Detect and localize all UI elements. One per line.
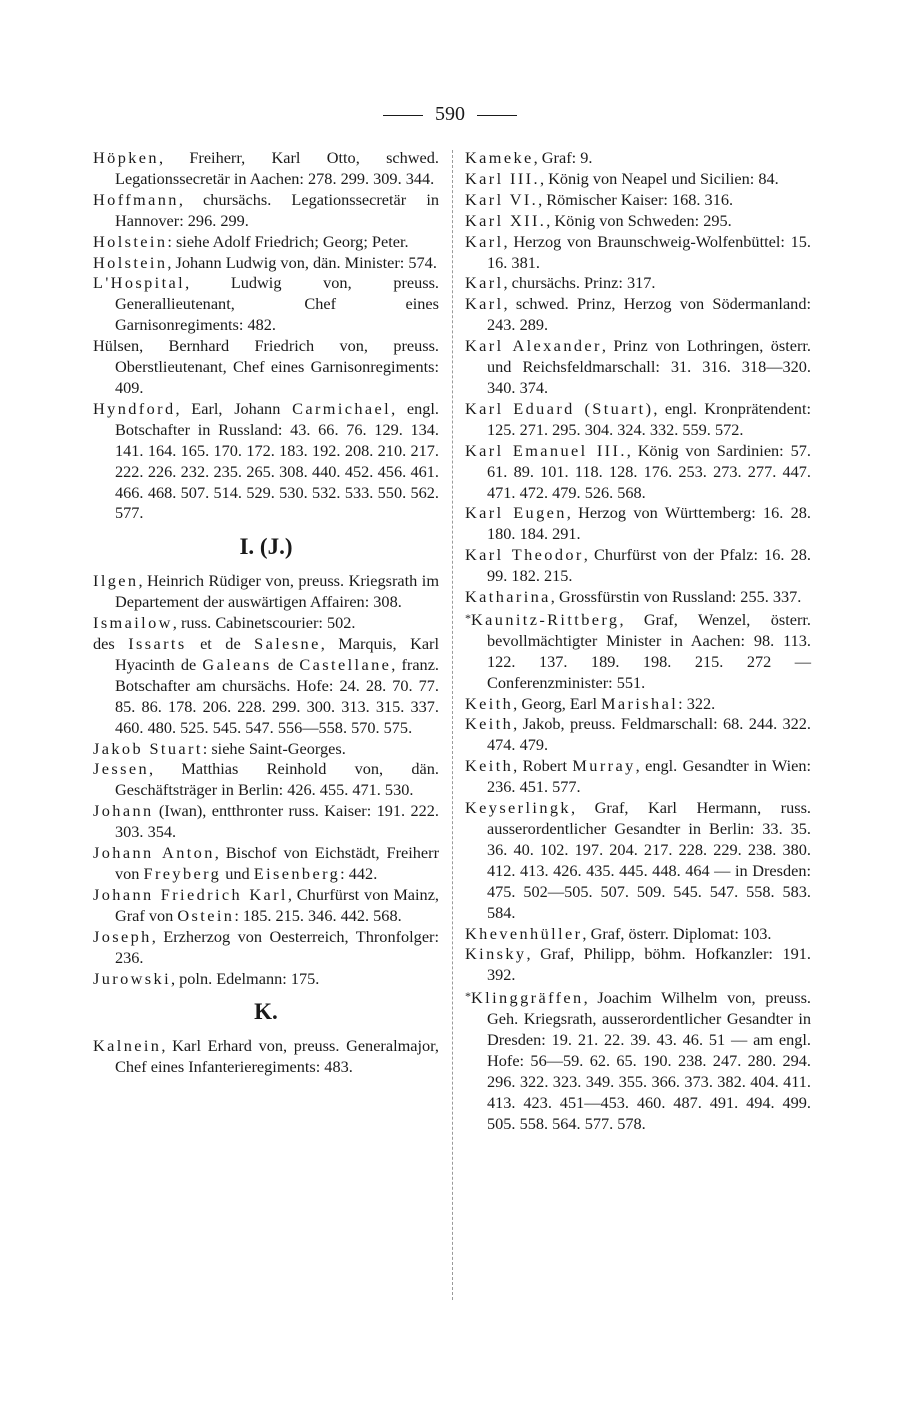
entry-name: Karl XII.	[465, 210, 547, 230]
entry-text: , engl. Botschafter in Russland: 43. 66. 76. 129. 134. 141. 164. 165. 170. 172. 183. 192. 208. 210. 217. 222. 226. 232. 235. 265. 308. 440. 452. 456. 461. 466. 468. 507. 514. 529. 530. 532. 533. 550. 562. 577.	[115, 398, 439, 523]
index-entry	[93, 927, 439, 969]
entry-text: : 442.	[340, 864, 378, 883]
entry-name: Khevenhüller	[465, 923, 583, 943]
entry-name: Keyserlingk	[465, 798, 571, 818]
index-entry	[465, 169, 811, 190]
index-entry	[465, 986, 811, 1134]
entry-text: , poln. Edelmann: 175.	[171, 968, 320, 988]
index-entry	[465, 211, 811, 232]
entry-text: , Graf, österr. Diplomat: 103.	[582, 923, 772, 943]
entry-text: und	[221, 864, 254, 883]
entry-name: Johann Friedrich Karl	[93, 884, 288, 904]
entry-text: , Graf: 9.	[533, 148, 593, 167]
page-number: 590	[435, 103, 465, 125]
entry-text: , chursächs. Prinz: 317.	[503, 273, 656, 293]
index-entry	[465, 399, 811, 441]
index-entry	[465, 148, 811, 169]
entry-text: , Churfürst von Mainz, Graf von	[115, 884, 439, 925]
entry-name: Castellane	[299, 654, 392, 674]
index-entry	[465, 336, 811, 399]
entry-name: Freyberg	[143, 864, 222, 883]
entry-name: Karl	[465, 294, 504, 314]
entry-name: Karl Eugen	[465, 503, 567, 523]
entry-name: Karl VI.	[465, 189, 539, 209]
entry-name: Marishal	[601, 693, 679, 713]
entry-text: Hülsen	[93, 336, 140, 356]
entry-text: , Herzog von Württemberg: 16. 28. 180. 184. 291.	[487, 503, 811, 544]
entry-name: Karl	[465, 231, 504, 251]
entry-text: , Joachim Wilhelm von, preuss. Geh. Kriegsrath, ausserordentlicher Gesandter in Dresden: 19. 21. 22. 39. 43. 46. 51 — am engl. Hofe: 56—59. 62. 65. 190. 238. 247. 280. 294. 296. 322. 323. 349. 355. 366. 373. 382. 404. 411. 413. 423. 451—453. 460. 487. 491. 494. 499. 505. 558. 564. 577. 578.	[487, 988, 811, 1133]
column-divider	[452, 150, 453, 1300]
entry-name: Keith	[465, 714, 514, 734]
entry-name: Ismailow	[93, 613, 173, 633]
index-entry	[93, 759, 439, 801]
entry-name: Jessen	[93, 759, 150, 779]
entry-text: , Marquis, Karl Hyacinth de	[115, 634, 439, 674]
entry-text: , König von Schweden: 295.	[546, 210, 732, 230]
index-entry	[93, 885, 439, 927]
index-entry	[93, 843, 439, 885]
section-heading: I. (J.)	[239, 534, 293, 560]
entry-name: Keith	[465, 693, 514, 713]
index-entry	[465, 924, 811, 945]
entry-text: : 185. 215. 346. 442. 568.	[234, 905, 402, 925]
index-entry	[93, 571, 439, 613]
entry-text: , Graf, Wenzel, österr. bevollmächtigter Minister in Aachen: 98. 113. 122. 137. 189. 198. 215. 272 — Conferenzminister: 551.	[487, 609, 811, 692]
index-entry	[93, 739, 439, 760]
entry-text: , engl. Kronprätendent: 125. 271. 295. 304. 324. 332. 559. 572.	[487, 398, 811, 439]
entry-text: , Earl, Johann	[175, 398, 293, 418]
index-entry	[465, 587, 811, 608]
entry-name: Holstein	[93, 252, 168, 272]
index-entry	[465, 545, 811, 587]
index-entry	[465, 608, 811, 694]
index-entry	[465, 190, 811, 211]
entry-name: Kalnein	[93, 1036, 162, 1056]
entry-text: et de	[186, 634, 255, 654]
entry-text: , Jakob, preuss. Feldmarschall: 68. 244. 322. 474. 479.	[487, 714, 811, 755]
index-entry	[465, 273, 811, 294]
entry-name: Hyndford	[93, 398, 176, 418]
entry-name: L'Hospital	[93, 273, 186, 293]
entry-text: , engl. Gesandter in Wien: 236. 451. 577.	[487, 756, 811, 797]
entry-name: Jurowski	[93, 968, 171, 988]
page-header	[0, 102, 900, 126]
entry-name: Joseph	[93, 926, 152, 946]
entry-text: , Erzherzog von Oesterreich, Thronfolger: 236.	[115, 926, 439, 967]
entry-text: , Johann Ludwig von, dän. Minister: 574.	[167, 252, 437, 272]
index-entry	[93, 148, 439, 190]
entry-name: Holstein	[93, 231, 168, 251]
entry-name: Murray	[572, 756, 636, 776]
entry-text: : siehe Adolf Friedrich; Georg; Peter.	[167, 231, 409, 251]
entry-name: Hoffmann	[93, 189, 179, 209]
entry-text: , Römischer Kaiser: 168. 316.	[538, 189, 734, 209]
index-entry	[465, 944, 811, 986]
entry-name: Karl Theodor	[465, 545, 584, 565]
index-entry	[93, 634, 439, 739]
index-entry	[93, 613, 439, 634]
entry-text: , Prinz von Lothringen, österr. und Reichsfeldmarschall: 31. 316. 318—320. 340. 374.	[487, 336, 811, 397]
entry-text: , Grossfürstin von Russland: 255. 337.	[550, 587, 802, 607]
entry-text: des	[93, 634, 129, 654]
entry-text: , Heinrich Rüdiger von, preuss. Kriegsrath im Departement der auswärtigen Affairen: 308.	[115, 571, 439, 612]
entry-text: , Karl Erhard von, preuss. Generalmajor, Chef eines Infanterieregiments: 483.	[115, 1036, 439, 1077]
entry-text: , schwed. Prinz, Herzog von Södermanland: 243. 289.	[487, 294, 811, 335]
entry-text: de	[271, 654, 300, 674]
entry-name: Karl	[465, 273, 504, 293]
entry-text: : siehe Saint-Georges.	[202, 738, 346, 758]
entry-name: Katharina	[465, 587, 551, 607]
index-entry	[93, 273, 439, 336]
entry-name: Kameke	[465, 148, 534, 167]
entry-name: Ilgen	[93, 571, 139, 591]
entry-text: (Iwan), entthronter russ. Kaiser: 191. 222. 303. 354.	[115, 801, 439, 842]
entry-name: Carmichael	[292, 398, 392, 418]
index-entry	[93, 969, 439, 990]
entry-name: Karl Alexander	[465, 336, 602, 356]
entry-text: , russ. Cabinetscourier: 502.	[172, 613, 356, 633]
entry-name: Issarts	[128, 634, 187, 654]
entry-name: Kinsky	[465, 944, 527, 964]
entry-text: , Matthias Reinhold von, dän. Geschäftsträger in Berlin: 426. 455. 471. 530.	[115, 759, 439, 800]
index-entry	[465, 232, 811, 274]
entry-text: , Bischof von Eichstädt, Freiherr von	[115, 843, 439, 883]
index-entry	[93, 399, 439, 524]
entry-text: , König von Neapel und Sicilien: 84.	[539, 168, 779, 188]
index-entry	[465, 798, 811, 923]
entry-name: Karl Emanuel III.	[465, 440, 627, 460]
index-entry	[93, 253, 439, 274]
entry-text: , Graf, Philipp, böhm. Hofkanzler: 191. 392.	[487, 944, 811, 985]
entry-name: Keith	[465, 756, 514, 776]
section-heading: K.	[254, 999, 278, 1025]
header-rule-right	[477, 115, 517, 116]
entry-text: , Ludwig von, preuss. Generallieutenant, Chef eines Garnisonregiments: 482.	[115, 273, 439, 335]
index-column-left	[93, 148, 439, 1078]
entry-name: Klinggräffen	[471, 988, 584, 1008]
entry-text: , Robert	[513, 756, 573, 776]
index-entry	[465, 714, 811, 756]
entry-text: , Bernhard Friedrich von, preuss. Oberstlieutenant, Chef eines Garnisonregiments: 409.	[115, 336, 439, 397]
index-entry	[465, 503, 811, 545]
entry-name: Karl III.	[465, 168, 540, 188]
entry-name: Jakob Stuart	[93, 738, 203, 758]
entry-name: Johann	[93, 801, 154, 821]
index-entry	[93, 190, 439, 232]
entry-text: , Churfürst von der Pfalz: 16. 28. 99. 182. 215.	[487, 545, 811, 586]
entry-text: , Herzog von Braunschweig-Wolfenbüttel: 15. 16. 381.	[487, 231, 811, 272]
entry-name: Galeans	[202, 654, 272, 674]
entry-text: , Graf, Karl Hermann, russ. ausserordentlicher Gesandter in Berlin: 33. 35. 36. 40. 102. 197. 204. 217. 228. 229. 238. 380. 412. 413. 426. 435. 445. 448. 464 — in Dresden: 475. 502—505. 507. 509. 545. 547. 558. 583. 584.	[487, 798, 811, 922]
index-entry	[465, 441, 811, 504]
entry-text: , König von Sardinien: 57. 61. 89. 101. 118. 128. 176. 253. 273. 277. 447. 471. 472. 479. 526. 568.	[487, 440, 811, 502]
index-entry	[93, 232, 439, 253]
entry-name: Karl Eduard (Stuart)	[465, 398, 654, 418]
entry-text: , chursächs. Legationssecretär in Hannover: 296. 299.	[115, 189, 439, 230]
entry-name: Kaunitz-Rittberg	[471, 609, 620, 629]
index-entry	[465, 694, 811, 715]
entry-text: , Georg, Earl	[513, 693, 602, 713]
index-column-right	[465, 148, 811, 1135]
entry-text: , Freiherr, Karl Otto, schwed. Legationssecretär in Aachen: 278. 299. 309. 344.	[115, 148, 439, 188]
entry-star-marker: *	[465, 610, 471, 625]
entry-text: , franz. Botschafter am chursächs. Hofe: 24. 28. 70. 77. 85. 86. 178. 206. 228. 299. 300. 313. 315. 337. 460. 480. 525. 545. 547. 556—558. 570. 575.	[115, 654, 439, 737]
index-entry	[93, 336, 439, 399]
entry-name: Ostein	[177, 905, 235, 925]
entry-text: : 322.	[678, 693, 716, 713]
index-entry	[93, 1036, 439, 1078]
entry-star-marker: *	[465, 989, 471, 1004]
index-entry	[465, 756, 811, 798]
entry-name: Höpken	[93, 148, 159, 167]
header-rule-left	[383, 115, 423, 116]
index-entry	[93, 801, 439, 843]
entry-name: Johann Anton	[93, 843, 215, 863]
entry-name: Eisenberg	[253, 864, 341, 883]
entry-name: Salesne	[254, 634, 321, 654]
index-entry	[465, 294, 811, 336]
